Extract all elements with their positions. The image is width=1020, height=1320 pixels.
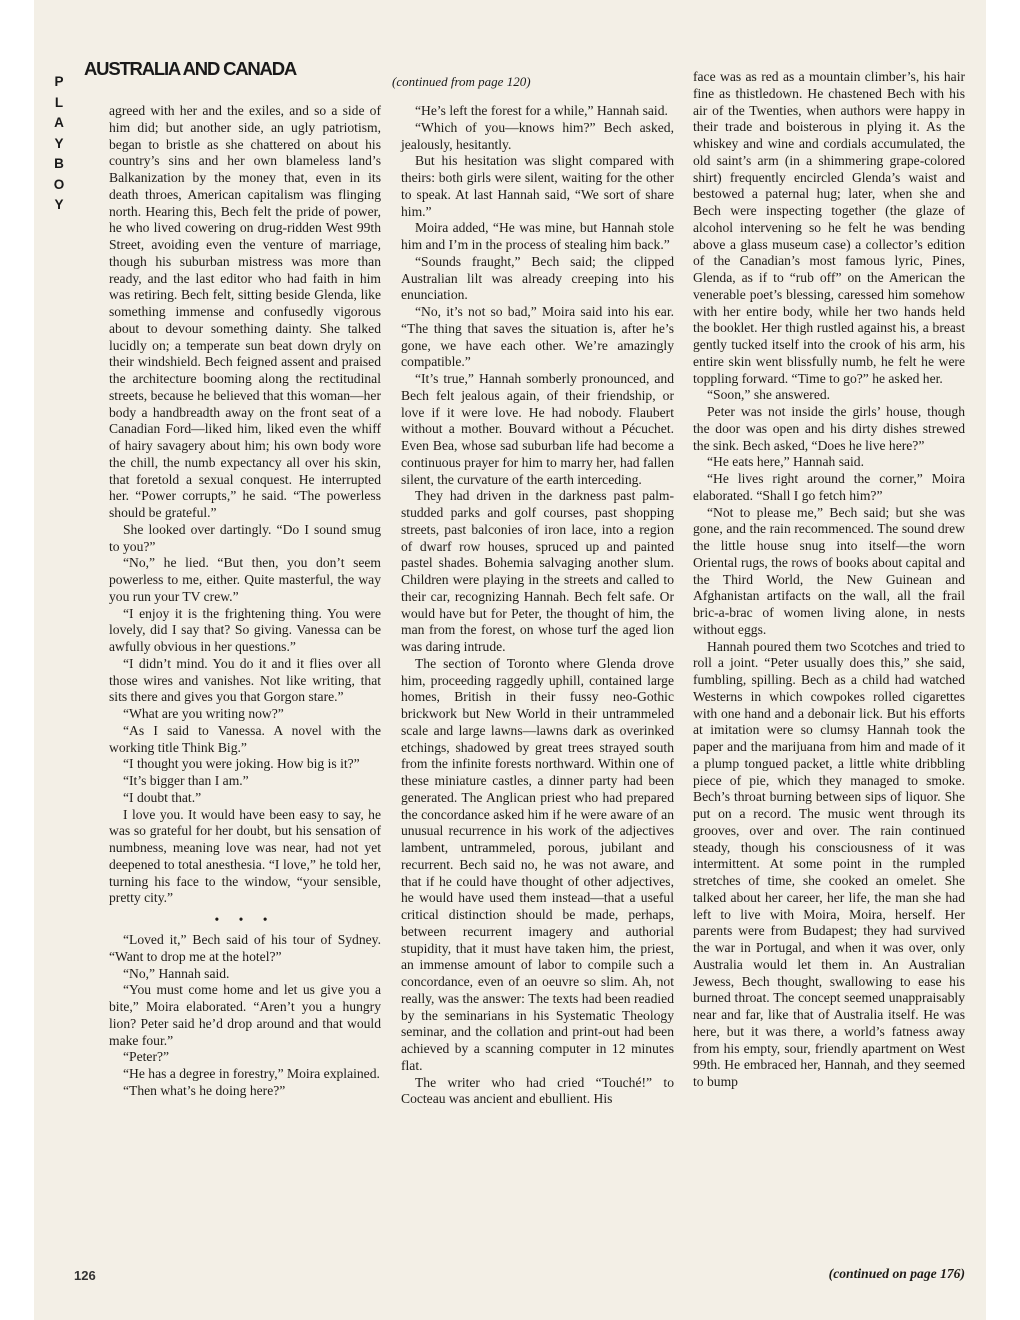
section-title: AUSTRALIA AND CANADA	[84, 58, 297, 79]
paragraph: The section of Toronto where Glenda drove him, proceeding raggedly uphill, contained large homes, British in their fussy neo-Gothic brickwork but New World in their untrammeled scale and large lawns—lawns dark as overinked etchings, shadowed by great trees strayed south from the infinite forests northward. Within one of these miniature castles, a dinner party had been generated. The Anglican priest who had prepared the concordance asked him if he were aware of an unusual recurrence in his work of the adjectives lambent, untrammeled, porous, jubilant and recurrent. Bech said no, he was not aware, and that if he could have thought of other adjectives, he would have used them instead—that a useful critical distinction should be made, perhaps, between recurrent imagery and authorial stupidity, that it must have taken him, the priest, an immense amount of labor to compile such a concordance, even of an oeuvre so slim. Ah, not really, was the answer: The texts had been readied by the seminarians in his Systematic Theology seminar, and the collation and print-out had been achieved by a scanning computer in 12 minutes flat.	[401, 655, 674, 1073]
paragraph: She looked over dartingly. “Do I sound smug to you?”	[109, 521, 381, 554]
paragraph: “I didn’t mind. You do it and it flies over all those wires and vanishes. Not like writing, that sits there and gives you that Gorgon stare.”	[109, 655, 381, 705]
paragraph: face was as red as a mountain climber’s, his hair fine as thistledown. He chastened Bech with his air of the Twenties, when authors were happy in their trade and boisterous in plying it. As the whiskey and wine and cordials accumulated, the old saint’s arm (in a shimmering grape-colored shirt) frequently encircled Glenda’s waist and bestowed a paternal hug; later, when she and Bech were inspecting together (the glaze of alcohol intervening so he felt he was bending above a glass museum case) a collector’s edition of the Canadian’s most famous lyric, Pines, Glenda, as if to “rub off” on the American the venerable poet’s blessing, caressed him somehow with her entire body, while her two hands held the booklet. Her thigh rustled against his, a breast gently tucked itself into the crook of his arm, his entire skin went blissfully numb, he felt he were toppling forward. “Time to go?” he asked her.	[693, 69, 965, 386]
paragraph: “Soon,” she answered.	[707, 387, 831, 403]
paragraph: “He’s left the forest for a while,” Hannah said.	[415, 103, 668, 118]
paragraph: “As I said to Vanessa. A novel with the working title Think Big.”	[109, 722, 381, 755]
section-break-dots: • • •	[214, 912, 276, 927]
spine-letter: P	[54, 74, 64, 89]
paragraph: “No,” he lied. “But then, you don’t seem powerless to me, either. Quite masterful, the way you run your TV crew.”	[109, 555, 381, 604]
spine-letter: Y	[54, 197, 64, 212]
column-2	[401, 103, 674, 1108]
continued-from-note: (continued from page 120)	[392, 74, 531, 89]
paragraph: “No, it’s not so bad,” Moira said into his ear. “The thing that saves the situation is, after he’s gone, we have each other. We’re amazingly compatible.”	[401, 304, 674, 370]
paragraph: The writer who had cried “Touché!” to Cocteau was ancient and ebullient. His	[401, 1074, 674, 1107]
paragraph: “Sounds fraught,” Bech said; the clipped Australian lilt was already creeping into his enunciation.	[401, 253, 674, 303]
paragraph: “I thought you were joking. How big is it?”	[123, 756, 360, 772]
magazine-spine-logo	[48, 75, 70, 219]
paragraph: “He has a degree in forestry,” Moira explained.	[123, 1066, 380, 1081]
magazine-page	[34, 0, 986, 1320]
paragraph: “He eats here,” Hannah said.	[707, 454, 865, 470]
paragraph: “No,” Hannah said.	[123, 965, 230, 981]
paragraph: “Then what’s he doing here?”	[123, 1082, 286, 1098]
paragraph: “He lives right around the corner,” Moira elaborated. “Shall I go fetch him?”	[693, 471, 965, 503]
spine-letter: L	[54, 94, 64, 110]
spine-letter: O	[53, 176, 65, 192]
paragraph: I love you. It would have been easy to say, he was so grateful for her doubt, but his sensation of numbness, meaning love was near, had not yet deepened to total anesthesia. “I love,” he told her, turning his face to the window, “your sensible, pretty city.”	[109, 806, 381, 906]
paragraph: “It’s true,” Hannah somberly pronounced, and Bech felt jealous again, of their friendship, or love if it were love. He had nobody. Flaubert without a mother. Bouvard without a Pécuchet. Even Bea, whose sad suburban life had become a continuous prayer for him to marry her, had fallen silent, the curvature of the earth interceding.	[401, 371, 674, 487]
spine-letter: Y	[54, 135, 64, 151]
paragraph: “It’s bigger than I am.”	[123, 773, 249, 788]
paragraph: agreed with her and the exiles, and so a side of him did; but another side, an ugly patriotism, began to bristle as she chattered on about his country’s sins and her own blameless land’s Balkanization by the money that, even in its death throes, American capitalism was flinging north. Hearing this, Bech felt the pride of power, he who lived cowering on drug-ridden West 99th Street, avoiding even the venture of marriage, though his suburban mistress was more than ready, and the last editor who had faith in him was retiring. Bech felt, sitting beside Glenda, like something immense and confusedly vigorous about to devour something dainty. She talked lucidly on; a temperate sun beat down dryly on their windshield. Bech feigned assent and praised the architecture booming along the rectitudinal streets, because he believed that this woman—her body a handbreadth away on the front seat of a Canadian Ford—liked him, liked even the whiff of hairy savagery about him; his own body wore the chill, the numb expectancy all over his skin, that foretold a sexual conquest. He interrupted her. “Power corrupts,” he said. “The powerless should be grateful.”	[109, 103, 381, 520]
paragraph: “I doubt that.”	[123, 789, 202, 805]
column-3	[693, 69, 965, 1091]
paragraph: “You must come home and let us give you a bite,” Moira elaborated. “Aren’t you a hungry lion? Peter said he’d drop around and that would make four.”	[109, 982, 381, 1048]
paragraph: “Not to please me,” Bech said; but she was gone, and the rain recommenced. The sound drew the little house snug into itself—the worn Oriental rugs, the rows of books about capital and the Third World, the New Guinean and Afghanistan artifacts on the wall, all the frail bric-a-brac of women living alone, in nests without eggs.	[693, 504, 965, 637]
paragraph: Moira added, “He was mine, but Hannah stole him and I’m in the process of stealing him back.”	[401, 220, 674, 252]
paragraph: But his hesitation was slight compared with theirs: both girls were silent, waiting for the other to speak. At last Hannah said, “We sort of share him.”	[401, 153, 674, 219]
paragraph: “Peter?”	[123, 1049, 170, 1065]
spine-letter: A	[54, 115, 64, 130]
paragraph: “Loved it,” Bech said of his tour of Sydney. “Want to drop me at the hotel?”	[109, 932, 381, 964]
spine-letter: B	[54, 156, 64, 171]
paragraph: “What are you writing now?”	[123, 706, 284, 721]
paragraph: “I enjoy it is the frightening thing. You were lovely, did I say that? So giving. Vanessa can be awfully obvious in her questions.”	[109, 605, 381, 654]
paragraph: They had driven in the darkness past palm-studded parks and golf courses, past shopping streets, past balconies of iron lace, into a region of dwarf row houses, spruced up and painted pastel shades. Bohemia salvaging another slum. Children were playing in the streets and called to their car, recognizing Hannah. Bech felt safe. Or would have but for Peter, the thought of him, the man from the forest, on whose turf the aged lion was daring intrude.	[401, 488, 674, 654]
paragraph: Peter was not inside the girls’ house, though the door was open and his dirty dishes strewed the sink. Bech asked, “Does he live here?”	[693, 404, 965, 453]
paragraph: “Which of you—knows him?” Bech asked, jealously, hesitantly.	[401, 119, 674, 152]
continued-on-note: (continued on page 176)	[828, 1266, 965, 1281]
page-number: 126	[74, 1268, 96, 1283]
column-1	[109, 103, 381, 1100]
paragraph: Hannah poured them two Scotches and tried to roll a joint. “Peter usually does this,” she said, fumbling, spilling. Bech as a child had watched Westerns in which cowpokes rolled cigarettes with one hand and a debonair lick. But his efforts at imitation were so clumsy Hannah took the paper and the marijuana from him and made of it a plump tongued packet, a little white dribbling piece of pie, which they managed to smoke. Bech’s throat burning between sips of liquor. She put on a record. The music went through its grooves, over and over. The rain continued steady, though his consciousness of it was intermittent. At some point in the rumpled stretches of time, she cooked an omelet. She talked about her career, her life, the man she had left to live with Moira, Moira, herself. Her parents were from Budapest; they had survived the war in Portugal, and when it was over, only Australia would let them in. An Australian Jewess, Bech thought, swallowing to ease his burned throat. The concept seemed unappraisably near and far, like that of Australia itself. He was here, but it was there, a world’s fatness away from his empty, sour, friendly apartment on West 99th. He embraced her, Hannah, and they seemed to bump	[693, 638, 965, 1089]
